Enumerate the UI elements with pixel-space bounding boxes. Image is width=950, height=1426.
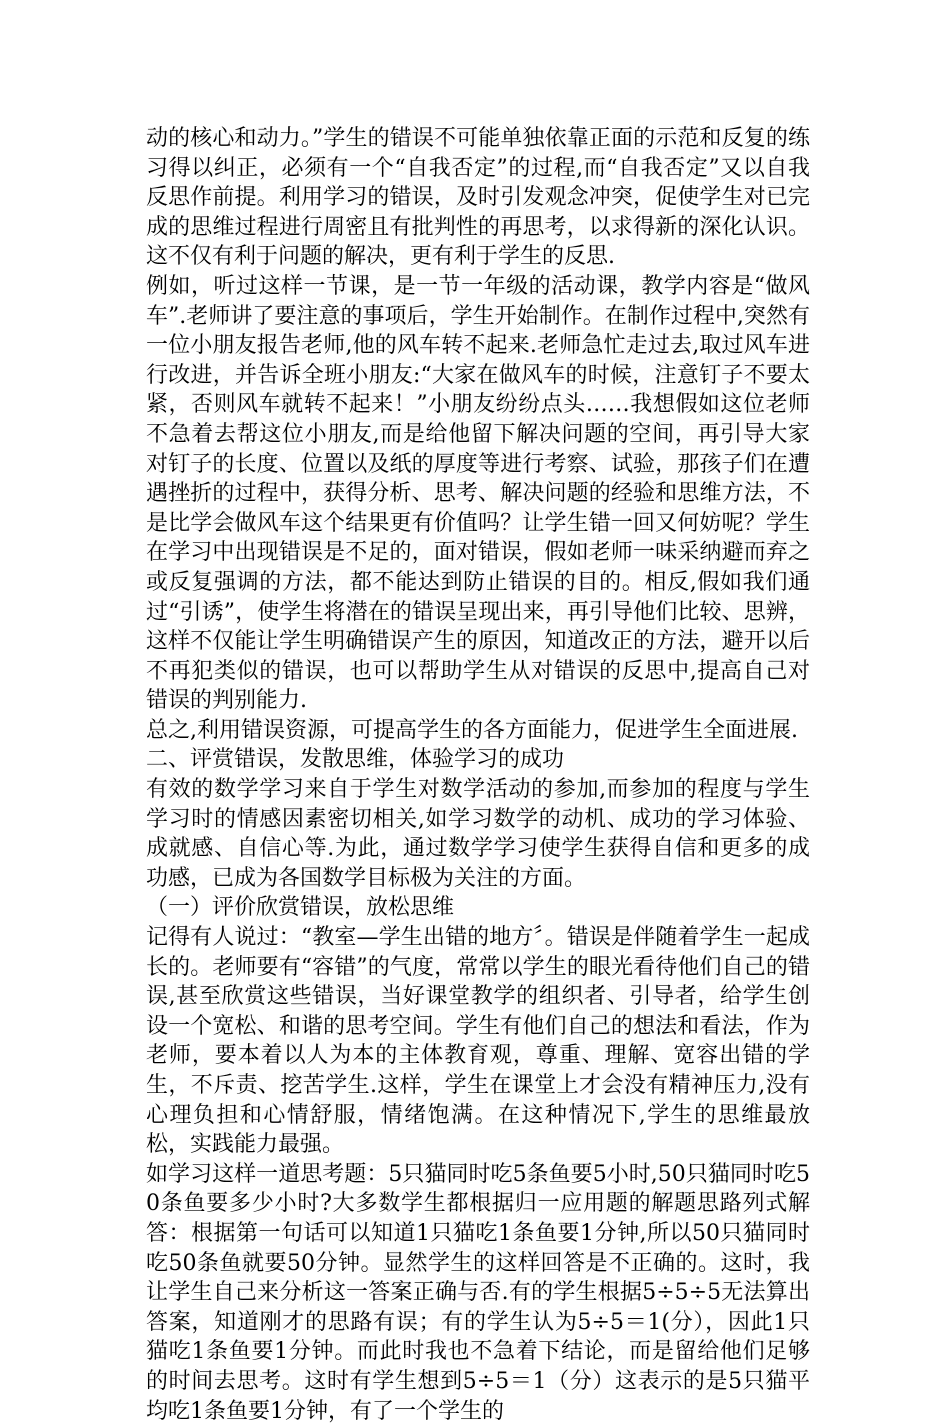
document-page — [146, 124, 810, 1426]
paragraph-summary: 总之,利用错误资源，可提高学生的各方面能力，促进学生全面进展. — [146, 717, 798, 743]
subsection-heading-1: （一）评价欣赏错误，放松思维 — [146, 895, 455, 921]
paragraph-classroom-errors: 记得有人说过：“教室—学生出错的地方〞。错误是伴随着学生一起成长的。老师要有“容错”的气度，常常以学生的眼光看待他们自己的错误,甚至欣赏这些错误，当好课堂教学的组织者、引导者，给学生创设一个宽松、和谐的思考空间。学生有他们自己的想法和看法，作为老师，要本着以人为本的主体教育观，尊重、理解、宽容出错的学生，不斥责、挖苦学生.这样，学生在课堂上才会没有精神压力,没有心理负担和心情舒服，情绪饱满。在这种情况下,学生的思维最放松，实践能力最强。 — [146, 925, 810, 1158]
paragraph-windmill-example: 例如，听过这样一节课，是一节一年级的活动课，教学内容是“做风车”.老师讲了要注意的事项后，学生开始制作。在制作过程中,突然有一位小朋友报告老师,他的风车转不起来.老师急忙走过去,取过风车进行改进，并告诉全班小朋友:“大家在做风车的时候，注意钉子不要太紧，否则风车就转不起来！”小朋友纷纷点头……我想假如这位老师不急着去帮这位小朋友,而是给他留下解决问题的空间，再引导大家对钉子的长度、位置以及纸的厚度等进行考察、试验，那孩子们在遭遇挫折的过程中，获得分析、思考、解决问题的经验和思维方法，不是比学会做风车这个结果更有价值吗？让学生错一回又何妨呢？学生在学习中出现错误是不足的，面对错误，假如老师一味采纳避而弃之或反复强调的方法，都不能达到防止错误的目的。相反,假如我们通过“引诱”，使学生将潜在的错误呈现出来，再引导他们比较、思辨，这样不仅能让学生明确错误产生的原因，知道改正的方法，避开以后不再犯类似的错误，也可以帮助学生从对错误的反思中,提高自己对错误的判别能力. — [146, 273, 810, 714]
paragraph-cat-problem: 如学习这样一道思考题：5只猫同时吃5条鱼要5小时,50只猫同时吃50条鱼要多少小时?大多数学生都根据归一应用题的解题思路列式解答：根据第一句话可以知道1只猫吃1条鱼要1分钟,所以50只猫同时吃50条鱼就要50分钟。显然学生的这样回答是不正确的。这时，我让学生自己来分析这一答案正确与否.有的学生根据5÷5÷5无法算出答案，知道刚才的思路有误；有的学生认为5÷5＝1(分），因此1只猫吃1条鱼要1分钟。而此时我也不急着下结论，而是留给他们足够的时间去思考。这时有学生想到5÷5＝1（分）这表示的是5只猫平均吃1条鱼要1分钟，有了一个学生的 — [146, 1161, 810, 1424]
section-heading-2: 二、评赏错误，发散思维，体验学习的成功 — [146, 747, 565, 773]
paragraph-reflection: 动的核心和动力。”学生的错误不可能单独依靠正面的示范和反复的练习得以纠正，必须有一个“自我否定”的过程,而“自我否定”又以自我反思作前提。利用学习的错误，及时引发观念冲突，促使学生对已完成的思维过程进行周密且有批判性的再思考，以求得新的深化认识。这不仅有利于问题的解决，更有利于学生的反思. — [146, 126, 810, 270]
paragraph-effective-learning: 有效的数学学习来自于学生对数学活动的参加,而参加的程度与学生学习时的情感因素密切相关,如学习数学的动机、成功的学习体验、成就感、自信心等.为此，通过数学学习使学生获得自信和更多的成功感，已成为各国数学目标极为关注的方面。 — [146, 777, 810, 891]
